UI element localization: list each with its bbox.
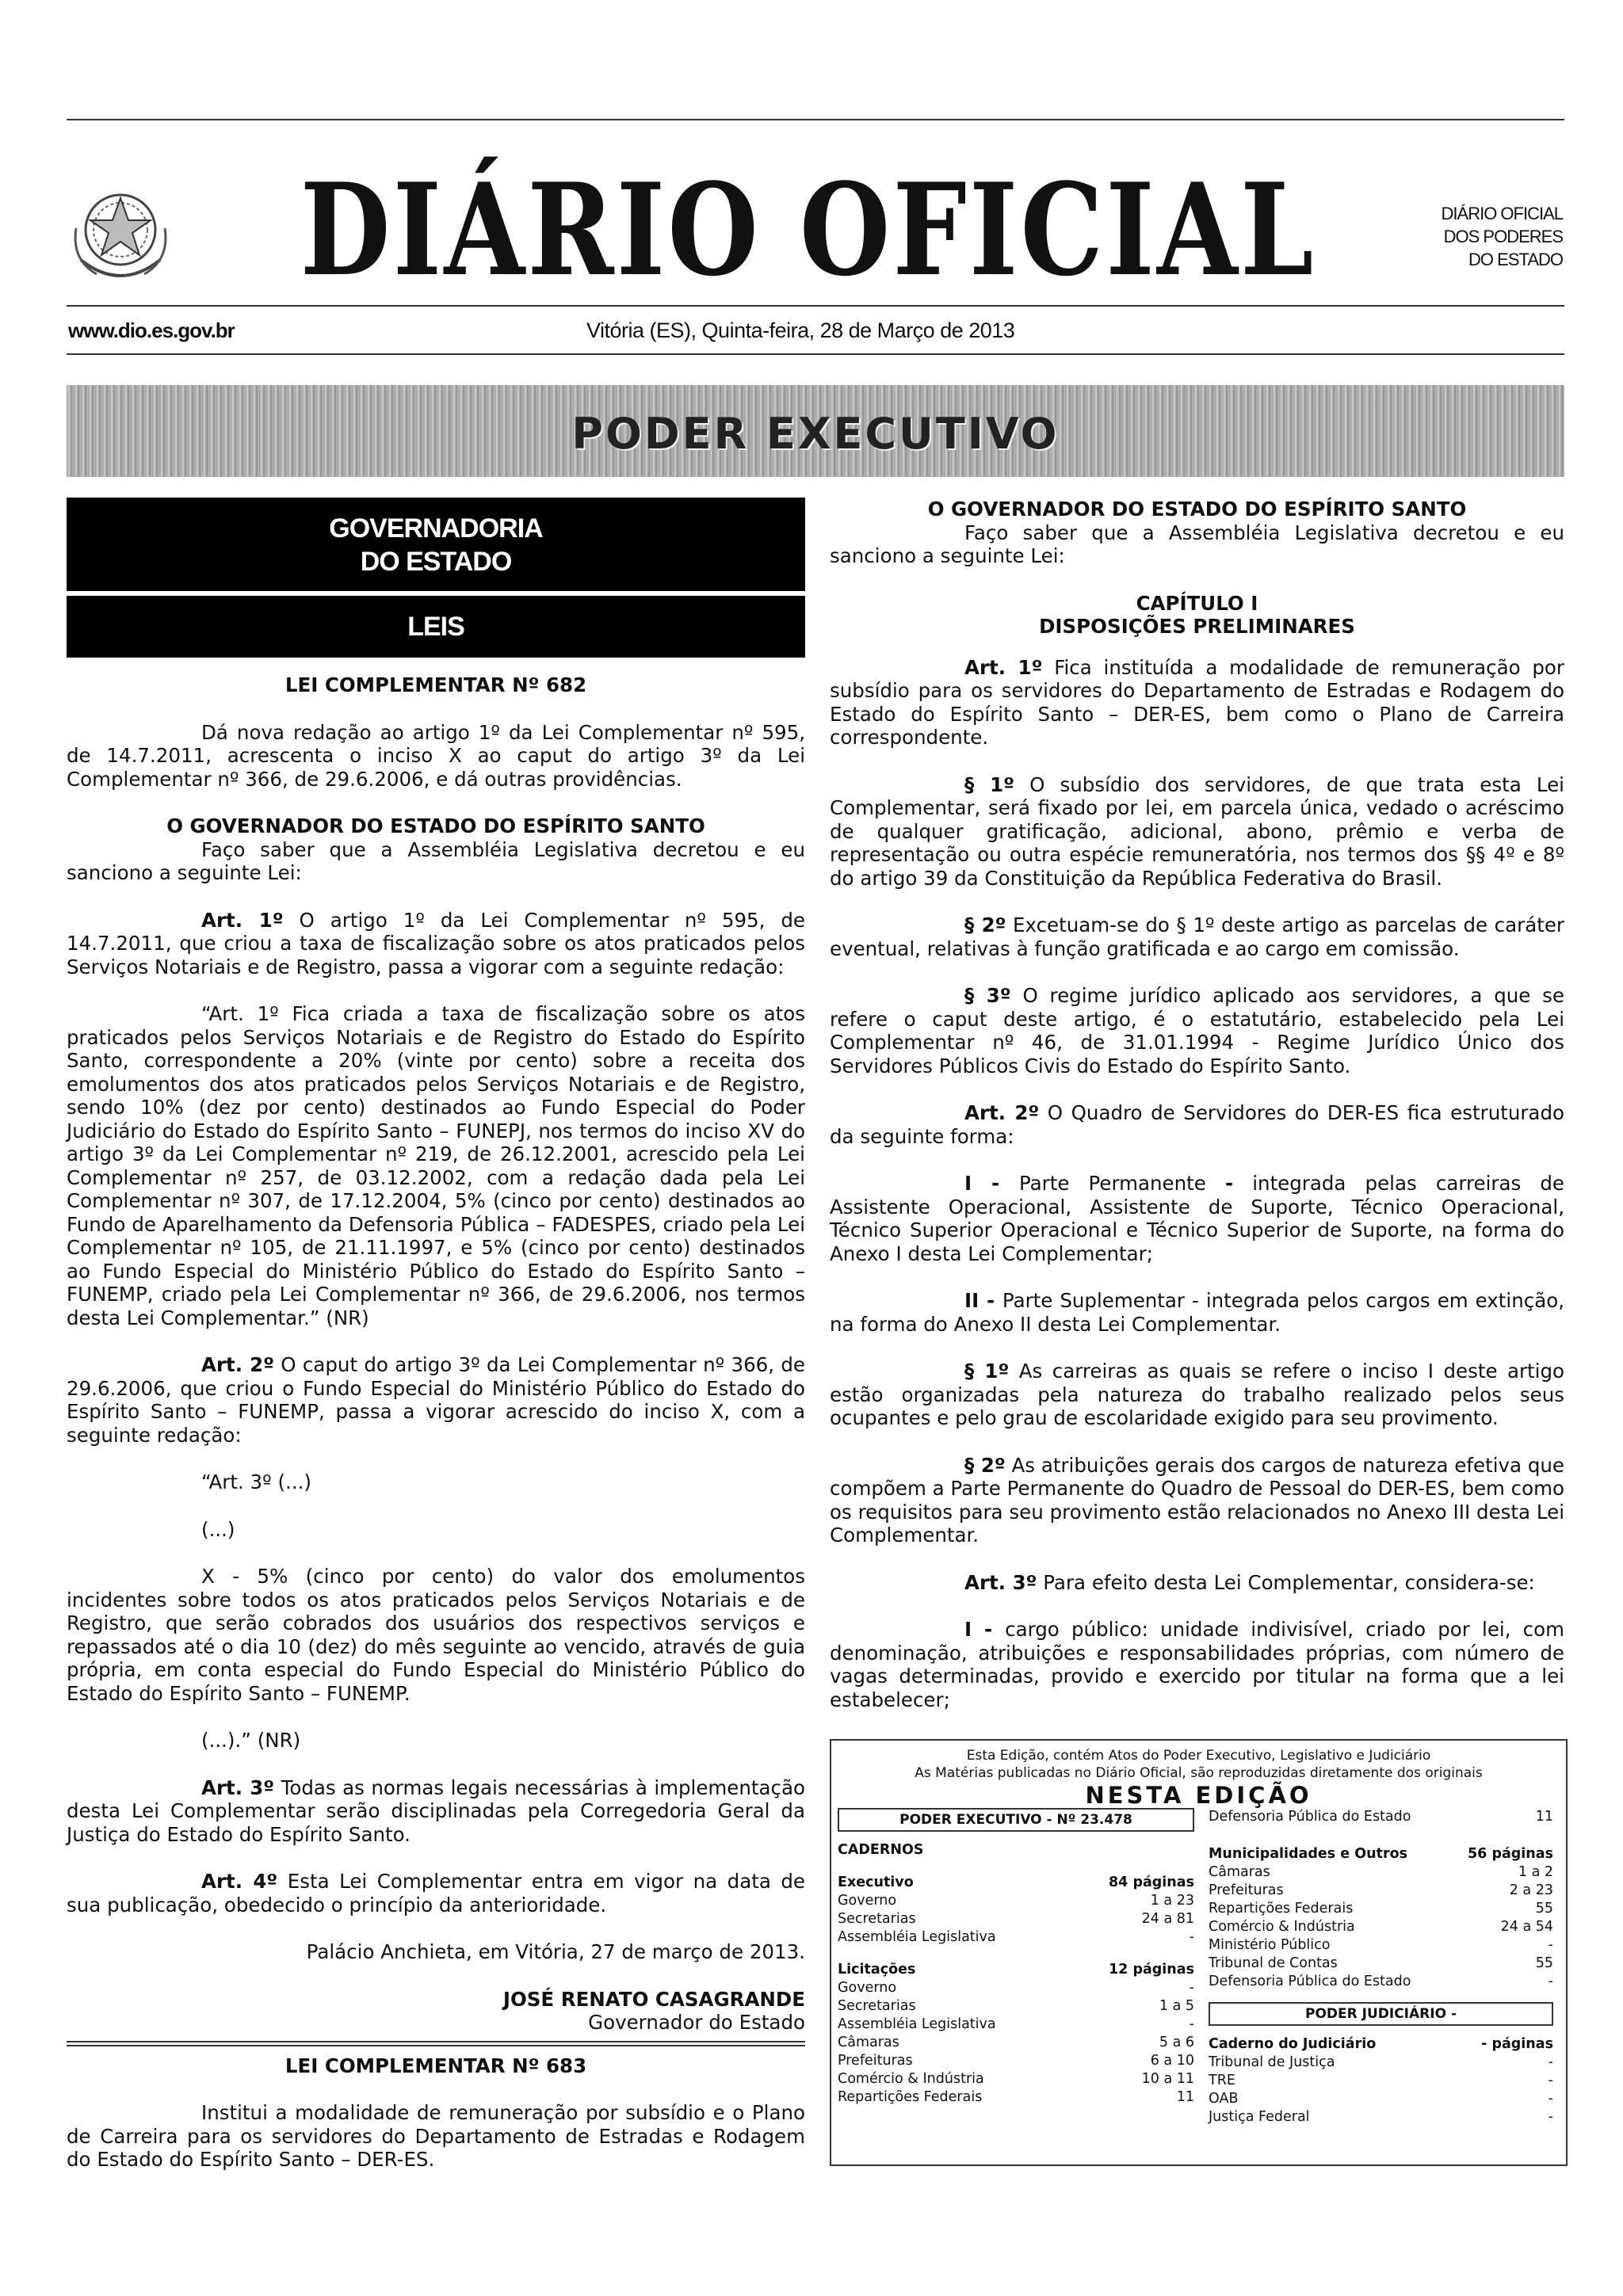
law-title-682: LEI COMPLEMENTAR Nº 682 <box>285 673 587 696</box>
section-label: Municipalidades e Outros <box>1209 1846 1408 1862</box>
section-pages: - páginas <box>1481 2036 1553 2052</box>
place-date: Palácio Anchieta, em Vitória, 27 de março de 2013. <box>306 1940 805 1963</box>
section-row <box>838 1961 1194 1979</box>
website-link[interactable]: www.dio.es.gov.br <box>68 318 235 342</box>
row-pages: - <box>1548 2109 1553 2125</box>
row-pages: 5 a 6 <box>1159 2035 1194 2050</box>
row-pages: 11 <box>1176 2089 1194 2105</box>
cadernos-label: CADERNOS <box>838 1842 924 1858</box>
row-label: Assembléia Legislativa <box>838 1929 996 1945</box>
inciso-label: I - <box>964 1172 1019 1195</box>
section-pages: 56 páginas <box>1468 1846 1553 1862</box>
inciso-x: X - 5% (cinco por cento) do valor dos emolumentos incidentes sobre todos os atos praticados pelos Serviços Notariais e de Registro, que serão cobrados dos usuários dos respectivos serviços e repassados até o dia 10 (dez) do mês seguinte ao vencido, através de guia própria, em conta especial do Fundo Especial do Ministério Público do Estado do Espírito Santo – FUNEMP. <box>67 1565 805 1705</box>
summary-row <box>838 1997 1194 2016</box>
summary-heading: NESTA EDIÇÃO <box>1085 1782 1312 1809</box>
top-rule <box>67 119 1564 120</box>
row-label: Tribunal de Contas <box>1209 1955 1338 1971</box>
row-pages: 55 <box>1535 1901 1553 1917</box>
caption-line: DOS PODERES <box>1443 227 1563 246</box>
row-label: Defensoria Pública do Estado <box>1209 1974 1411 1989</box>
summary-intro-line: Esta Edição, contém Atos do Poder Executivo, Legislativo e Judiciário <box>966 1748 1431 1764</box>
quoted-article-3: “Art. 3º (...) <box>201 1470 311 1493</box>
article-label: Art. 3º <box>201 1775 275 1799</box>
paragraph-label: § 1º <box>964 1360 1010 1383</box>
article-4 <box>67 1870 805 1917</box>
row-label: Câmaras <box>838 2035 899 2050</box>
summary-row <box>1209 2072 1553 2090</box>
article-text: Para efeito desta Lei Complementar, considera-se: <box>1037 1570 1535 1594</box>
summary-row <box>838 2070 1194 2088</box>
governor-heading: O GOVERNADOR DO ESTADO DO ESPÍRITO SANTO <box>927 498 1467 521</box>
paragraph-text: Excetuam-se do § 1º deste artigo as parcelas de caráter eventual, relativas à função gratificada e ao cargo em comissão. <box>830 913 1564 960</box>
article-text: O artigo 1º da Lei Complementar nº 595, de 14.7.2011, que criou a taxa de fiscalização sobre os atos praticados pelos Serviços Notariais e de Registro, passa a vigorar com a seguinte redação: <box>67 908 805 978</box>
right-column <box>830 498 1564 1711</box>
inciso-text: cargo público: unidade indivisível, criado por lei, com denominação, atribuições e responsabilidades próprias, com número de vagas determinadas, provido e exercido por titular na forma que a lei estabelecer; <box>830 1618 1564 1711</box>
judiciary-edition-box: PODER JUDICIÁRIO - <box>1209 2002 1553 2026</box>
article-text: O caput do artigo 3º da Lei Complementar nº 366, de 29.6.2006, que criou o Fundo Especial do Ministério Público do Estado do Espírito Santo – FUNEMP, passa a vigorar acrescido do inciso X, com a seguinte redação: <box>67 1353 805 1447</box>
ellipsis: (...) <box>201 1517 235 1541</box>
inciso-cargo-publico <box>830 1618 1564 1711</box>
article-label: Art. 2º <box>964 1101 1040 1124</box>
chapter-number: CAPÍTULO I <box>1136 591 1258 615</box>
quoted-article: “Art. 1º Fica criada a taxa de fiscalização sobre os atos praticados pelos Serviços Notariais e de Registro do Estado do Espírito Santo, correspondente a 20% (vinte por cento) sobre a receita dos emolumentos dos atos praticados pelos Serviços Notariais e de Registro, sendo 10% (dez por cento) destinados ao Fundo Especial do Poder Judiciário do Estado do Espírito Santo – FUNEPJ, nos termos do inciso XV do artigo 3º da Lei Complementar nº 219, de 26.12.2001, acrescido pela Lei Complementar nº 257, de 03.12.2002, com a redação dada pela Lei Complementar nº 307, de 17.12.2004, 5% (cinco por cento) destinados ao Fundo de Aparelhamento da Defensoria Pública – FADESPES, criado pela Lei Complementar nº 105, de 21.11.1997, e 5% (cinco por cento) destinados ao Fundo Especial do Ministério Público do Estado do Espírito Santo – FUNEMP, criado pela Lei Complementar nº 366, de 29.6.2006, nos termos desta Lei Complementar.” (NR) <box>67 1002 805 1329</box>
row-label: Secretarias <box>838 1998 916 2014</box>
enactment-clause: Faço saber que a Assembléia Legislativa decretou e eu sanciono a seguinte Lei: <box>830 521 1564 567</box>
law-title-683: LEI COMPLEMENTAR Nº 683 <box>285 2054 587 2077</box>
paragraph-2b <box>830 1454 1564 1547</box>
article-label: Art. 3º <box>964 1570 1037 1594</box>
paragraph-1b <box>830 1360 1564 1430</box>
row-pages: - <box>1548 1974 1553 1989</box>
summary-intro-line: As Matérias publicadas no Diário Oficial, são reproduzidas diretamente dos originais <box>915 1765 1483 1781</box>
inciso-text: Parte Permanente <box>1018 1172 1225 1195</box>
row-label: TRE <box>1209 2073 1235 2088</box>
row-label: Ministério Público <box>1209 1937 1331 1953</box>
row-pages: 2 a 23 <box>1509 1882 1553 1898</box>
summary-row <box>1209 1863 1553 1882</box>
law-683-ementa: Institui a modalidade de remuneração por subsídio e o Plano de Carreira para os servidores do Departamento de Estradas e Rodagem do Estado do Espírito Santo – DER-ES. <box>67 2101 805 2171</box>
section-label: Licitações <box>838 1962 916 1978</box>
row-label: Repartições Federais <box>1209 1901 1354 1917</box>
row-pages: 55 <box>1535 1955 1553 1971</box>
article-1 <box>67 909 805 979</box>
section-row <box>1209 2035 1553 2054</box>
article-label: Art. 2º <box>201 1353 274 1376</box>
summary-row <box>1209 1973 1553 1991</box>
paragraph-label: § 3º <box>964 984 1011 1007</box>
inciso-i <box>830 1172 1564 1265</box>
dateline: Vitória (ES), Quinta-feira, 28 de Março de 2013 <box>586 318 1015 342</box>
summary-row <box>1209 1918 1553 1936</box>
section-row <box>838 1874 1194 1892</box>
section-pages: 84 páginas <box>1109 1875 1194 1890</box>
separator <box>67 2041 805 2046</box>
publisher-caption <box>1442 202 1563 271</box>
leis-box: LEIS <box>67 596 805 658</box>
header-rule-bottom <box>67 353 1564 355</box>
article-1 <box>830 656 1564 749</box>
row-pages: - <box>1548 1937 1553 1953</box>
row-pages: - <box>1189 1929 1194 1945</box>
section-banner-label: PODER EXECUTIVO <box>571 409 1060 459</box>
caption-line: DO ESTADO <box>1468 250 1563 269</box>
article-text: Esta Lei Complementar entra em vigor na data de sua publicação, obedecido o princípio da anterioridade. <box>67 1870 805 1917</box>
left-column <box>67 498 805 2172</box>
row-label: OAB <box>1209 2091 1239 2107</box>
section-label: Caderno do Judiciário <box>1209 2036 1377 2052</box>
row-label: Assembléia Legislativa <box>838 2016 996 2032</box>
row-pages: 1 a 5 <box>1159 1998 1194 2014</box>
row-pages: - <box>1189 2016 1194 2032</box>
signer-role: Governador do Estado <box>588 2011 805 2034</box>
paragraph-label: § 1º <box>964 772 1014 796</box>
summary-intro <box>831 1741 1566 1782</box>
summary-row <box>1209 1900 1553 1918</box>
article-text: O Quadro de Servidores do DER-ES fica estruturado da seguinte forma: <box>830 1101 1564 1148</box>
summary-row <box>1209 1955 1553 1973</box>
paragraph-label: § 2º <box>964 1453 1006 1477</box>
paragraph-text: As carreiras as quais se refere o inciso I deste artigo estão organizadas pela natureza do trabalho realizado pelos seus ocupantes e pelo grau de escolaridade exigido para seu provimento. <box>830 1360 1564 1429</box>
row-label: Defensoria Pública do Estado <box>1209 1809 1411 1825</box>
summary-row <box>838 2052 1194 2070</box>
row-pages: 1 a 23 <box>1150 1893 1194 1909</box>
summary-row <box>838 1928 1194 1947</box>
paragraph-text: O subsídio dos servidores, de que trata esta Lei Complementar, será fixado por lei, em parcela única, vedado o acréscimo de qualquer gratificação, adicional, abono, prêmio e verba de representação ou outra espécie remuneratória, nos termos dos §§ 4º e 8º do artigo 39 da Constituição da República Federativa do Brasil. <box>830 772 1564 890</box>
row-label: Comércio & Indústria <box>1209 1919 1355 1935</box>
section-banner <box>67 385 1564 477</box>
governor-heading: O GOVERNADOR DO ESTADO DO ESPÍRITO SANTO <box>166 814 705 837</box>
summary-row <box>1209 2108 1553 2126</box>
section-label: Executivo <box>838 1875 914 1890</box>
article-2 <box>830 1101 1564 1148</box>
paragraph-text: As atribuições gerais dos cargos de natureza efetiva que compõem a Parte Permanente do Quadro de Pessoal do DER-ES, bem como os requisitos para seu provimento estão relacionados no Anexo III desta Lei Complementar. <box>830 1453 1564 1547</box>
summary-right <box>1209 1808 1553 2126</box>
row-pages: 24 a 81 <box>1141 1911 1194 1927</box>
row-pages: - <box>1548 2054 1553 2070</box>
row-pages: - <box>1548 2091 1553 2107</box>
paragraph-2 <box>830 913 1564 960</box>
row-pages: 1 a 2 <box>1518 1864 1553 1880</box>
chapter-title: DISPOSIÇÕES PRELIMINARES <box>1039 615 1355 638</box>
article-label: Art. 1º <box>964 655 1043 679</box>
section-pages: 12 páginas <box>1109 1962 1194 1978</box>
row-pages: 6 a 10 <box>1150 2053 1194 2069</box>
box-title-line: GOVERNADORIA <box>329 513 543 543</box>
inciso-label: I - <box>964 1618 1006 1641</box>
summary-row <box>838 2034 1194 2052</box>
summary-row <box>838 1910 1194 1928</box>
row-pages: 24 a 54 <box>1500 1919 1553 1935</box>
row-pages: - <box>1189 1980 1194 1996</box>
box-title-line: DO ESTADO <box>360 547 512 577</box>
summary-row <box>1209 1808 1553 1826</box>
row-label: Governo <box>838 1893 897 1909</box>
governadoria-box <box>67 498 805 591</box>
caption-line: DIÁRIO OFICIAL <box>1441 204 1563 223</box>
article-3 <box>830 1571 1564 1595</box>
summary-row <box>1209 1882 1553 1900</box>
paragraph-3 <box>830 984 1564 1077</box>
article-3 <box>67 1776 805 1847</box>
summary-row <box>1209 2090 1553 2108</box>
signer-name: JOSÉ RENATO CASAGRANDE <box>502 1987 805 2011</box>
newspaper-title: DIÁRIO OFICIAL <box>300 155 1316 304</box>
header-rule <box>67 305 1564 307</box>
inciso-dash: - <box>1224 1172 1234 1195</box>
paragraph-label: § 2º <box>964 913 1006 936</box>
row-label: Justiça Federal <box>1209 2109 1310 2125</box>
enactment-clause: Faço saber que a Assembléia Legislativa decretou e eu sanciono a seguinte Lei: <box>67 837 805 884</box>
inciso-text: integrada pelas carreiras de Assistente Operacional, Assistente de Suporte, Técnico Operacional, Técnico Superior Operacional e Técnico Superior de Suporte, na forma do Anexo I desta Lei Complementar; <box>830 1172 1564 1265</box>
inciso-ii <box>830 1289 1564 1336</box>
article-text: Fica instituída a modalidade de remuneração por subsídio para os servidores do Departamento de Estradas e Rodagem do Estado do Espírito Santo – DER-ES, bem como o Plano de Carreira correspondente. <box>830 655 1564 749</box>
section-row <box>1209 1845 1553 1863</box>
summary-row <box>838 1979 1194 1997</box>
row-pages: 11 <box>1535 1809 1553 1825</box>
article-2 <box>67 1353 805 1447</box>
summary-left <box>838 1808 1209 2126</box>
summary-row <box>1209 2054 1553 2072</box>
row-label: Tribunal de Justiça <box>1209 2054 1335 2070</box>
inciso-label: II - <box>964 1289 1002 1312</box>
summary-row <box>838 1892 1194 1910</box>
article-text: Todas as normas legais necessárias à implementação desta Lei Complementar serão disciplinadas pela Corregedoria Geral da Justiça do Estado do Espírito Santo. <box>67 1775 805 1846</box>
summary-row <box>838 2088 1194 2107</box>
row-label: Câmaras <box>1209 1864 1270 1880</box>
summary-row <box>1209 1936 1553 1955</box>
edition-summary-box <box>830 1739 1568 2166</box>
paragraph-text: O regime jurídico aplicado aos servidores, a que se refere o caput deste artigo, é o estatutário, estabelecido pela Lei Complementar nº 46, de 31.01.1994 - Regime Jurídico Único dos Servidores Públicos Civis do Estado do Espírito Santo. <box>830 984 1564 1077</box>
nr-close: (...).” (NR) <box>201 1729 301 1752</box>
summary-row <box>838 2016 1194 2034</box>
row-label: Secretarias <box>838 1911 916 1927</box>
row-label: Repartições Federais <box>838 2089 983 2105</box>
article-label: Art. 1º <box>201 908 284 932</box>
row-pages: 10 a 11 <box>1141 2071 1194 2087</box>
row-label: Governo <box>838 1980 897 1996</box>
row-label: Prefeituras <box>838 2053 913 2069</box>
row-label: Prefeituras <box>1209 1882 1284 1898</box>
article-label: Art. 4º <box>201 1870 278 1893</box>
inciso-text: Parte Suplementar - integrada pelos cargos em extinção, na forma do Anexo II desta Lei Complementar. <box>830 1289 1564 1336</box>
executive-edition-box: PODER EXECUTIVO - Nº 23.478 <box>838 1808 1194 1832</box>
law-ementa: Dá nova redação ao artigo 1º da Lei Complementar nº 595, de 14.7.2011, acrescenta o inciso X ao caput do artigo 3º da Lei Complementar nº 366, de 29.6.2006, e dá outras providências. <box>67 720 805 791</box>
row-pages: - <box>1548 2073 1553 2088</box>
row-label: Comércio & Indústria <box>838 2071 984 2087</box>
paragraph-1 <box>830 773 1564 891</box>
